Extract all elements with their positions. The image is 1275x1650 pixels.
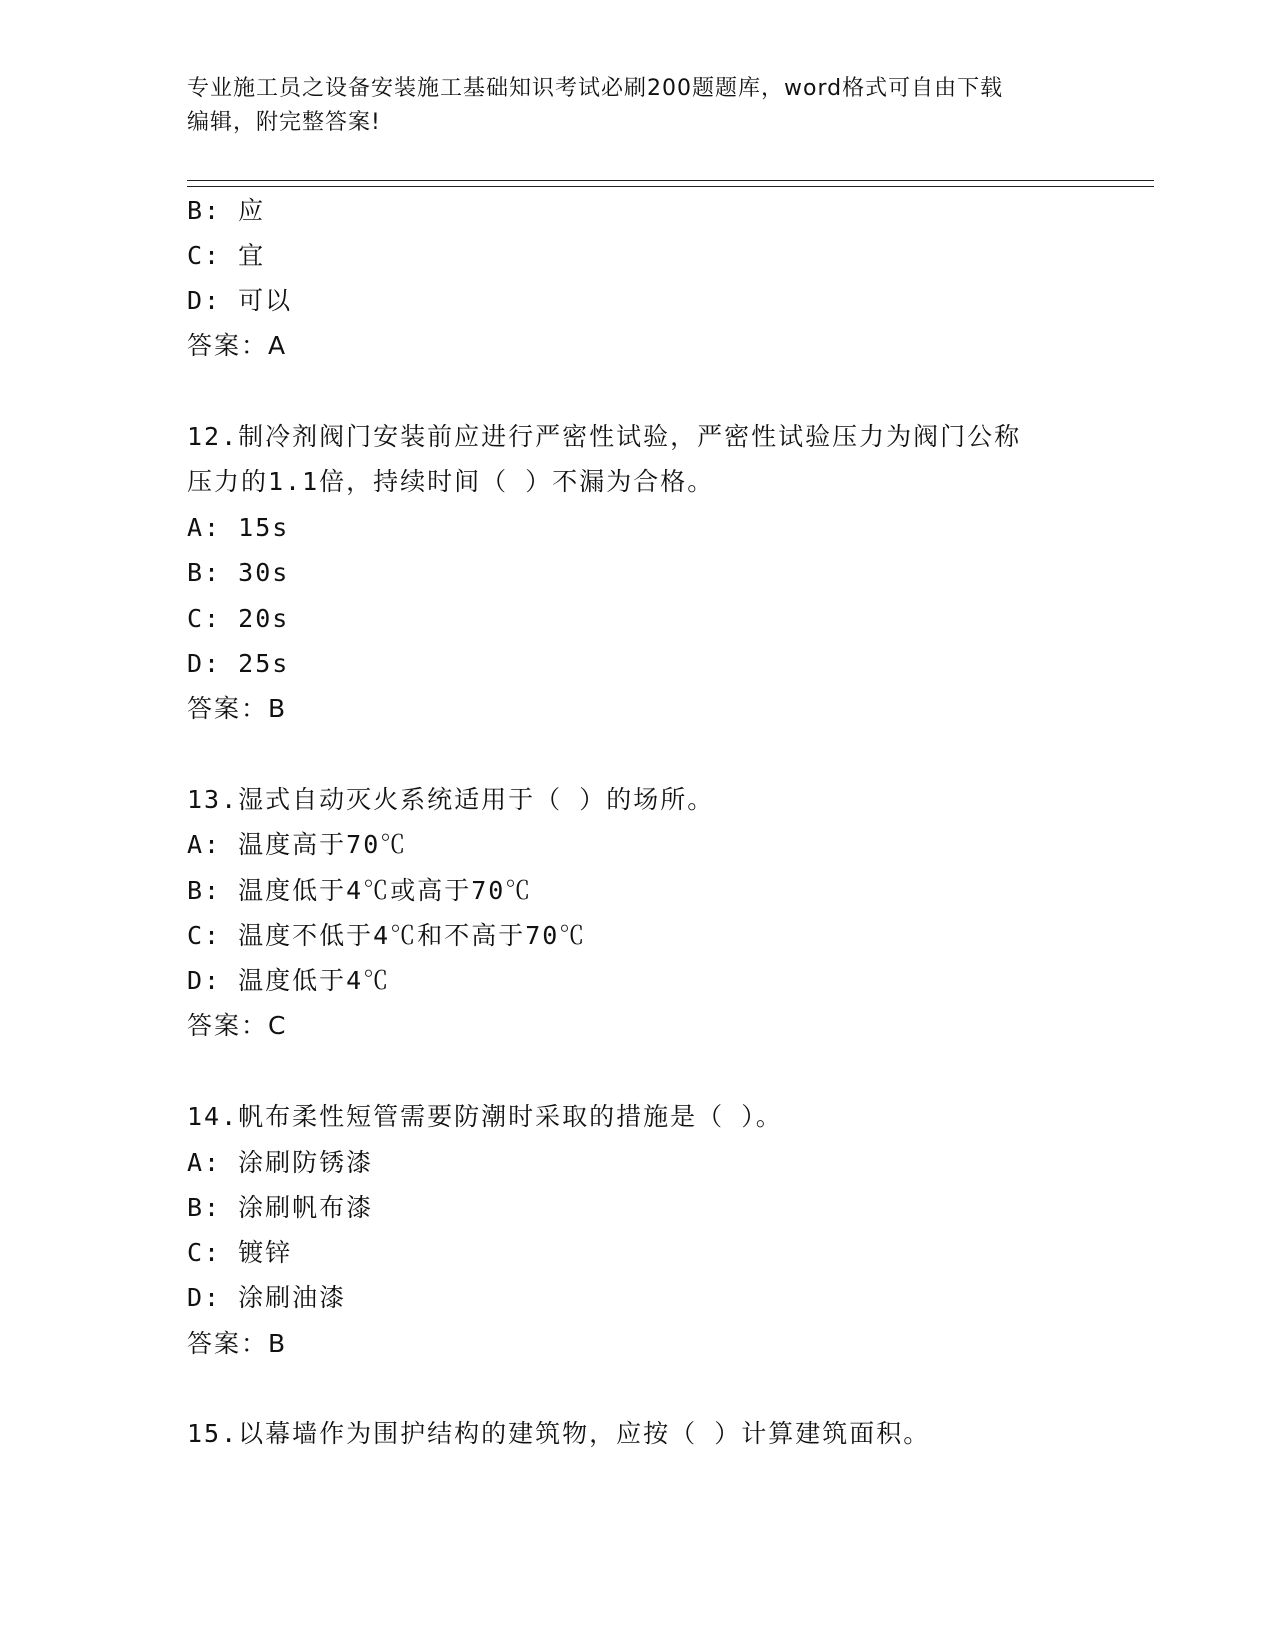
q13-option-b: B: 温度低于4℃或高于70℃ bbox=[187, 876, 533, 905]
q14-option-d: D: 涂刷油漆 bbox=[187, 1283, 347, 1312]
q15-stem: 15.以幕墙作为围护结构的建筑物，应按（ ）计算建筑面积。 bbox=[187, 1419, 931, 1448]
q11-answer: 答案：A bbox=[187, 331, 288, 360]
header-divider-bottom bbox=[187, 186, 1154, 187]
q12-option-b: B: 30s bbox=[187, 558, 290, 587]
q12-stem-line-1: 12.制冷剂阀门安装前应进行严密性试验，严密性试验压力为阀门公称 bbox=[187, 422, 1022, 451]
header-line-2: 编辑，附完整答案! bbox=[187, 110, 381, 135]
q11-option-b: B: 应 bbox=[187, 196, 266, 225]
q13-stem: 13.湿式自动灭火系统适用于（ ）的场所。 bbox=[187, 785, 715, 814]
q11-option-c: C: 宜 bbox=[187, 241, 266, 270]
q14-answer: 答案：B bbox=[187, 1329, 288, 1358]
q14-option-b: B: 涂刷帆布漆 bbox=[187, 1193, 374, 1222]
q12-option-c: C: 20s bbox=[187, 604, 290, 633]
q14-option-c: C: 镀锌 bbox=[187, 1238, 293, 1267]
q12-answer: 答案：B bbox=[187, 694, 288, 723]
q13-option-a: A: 温度高于70℃ bbox=[187, 830, 408, 859]
q13-option-d: D: 温度低于4℃ bbox=[187, 966, 391, 995]
document-header bbox=[187, 72, 1067, 140]
header-divider-top bbox=[187, 180, 1154, 181]
q12-option-d: D: 25s bbox=[187, 649, 290, 678]
q12-stem-line-2: 压力的1.1倍，持续时间（ ）不漏为合格。 bbox=[187, 467, 715, 496]
q12-option-a: A: 15s bbox=[187, 513, 290, 542]
header-line-1: 专业施工员之设备安装施工基础知识考试必刷200题题库，word格式可自由下载 bbox=[187, 76, 1004, 101]
q14-stem: 14.帆布柔性短管需要防潮时采取的措施是（ ）。 bbox=[187, 1102, 783, 1131]
q13-answer: 答案：C bbox=[187, 1011, 288, 1040]
q14-option-a: A: 涂刷防锈漆 bbox=[187, 1148, 374, 1177]
q11-option-d: D: 可以 bbox=[187, 286, 293, 315]
q13-option-c: C: 温度不低于4℃和不高于70℃ bbox=[187, 921, 587, 950]
